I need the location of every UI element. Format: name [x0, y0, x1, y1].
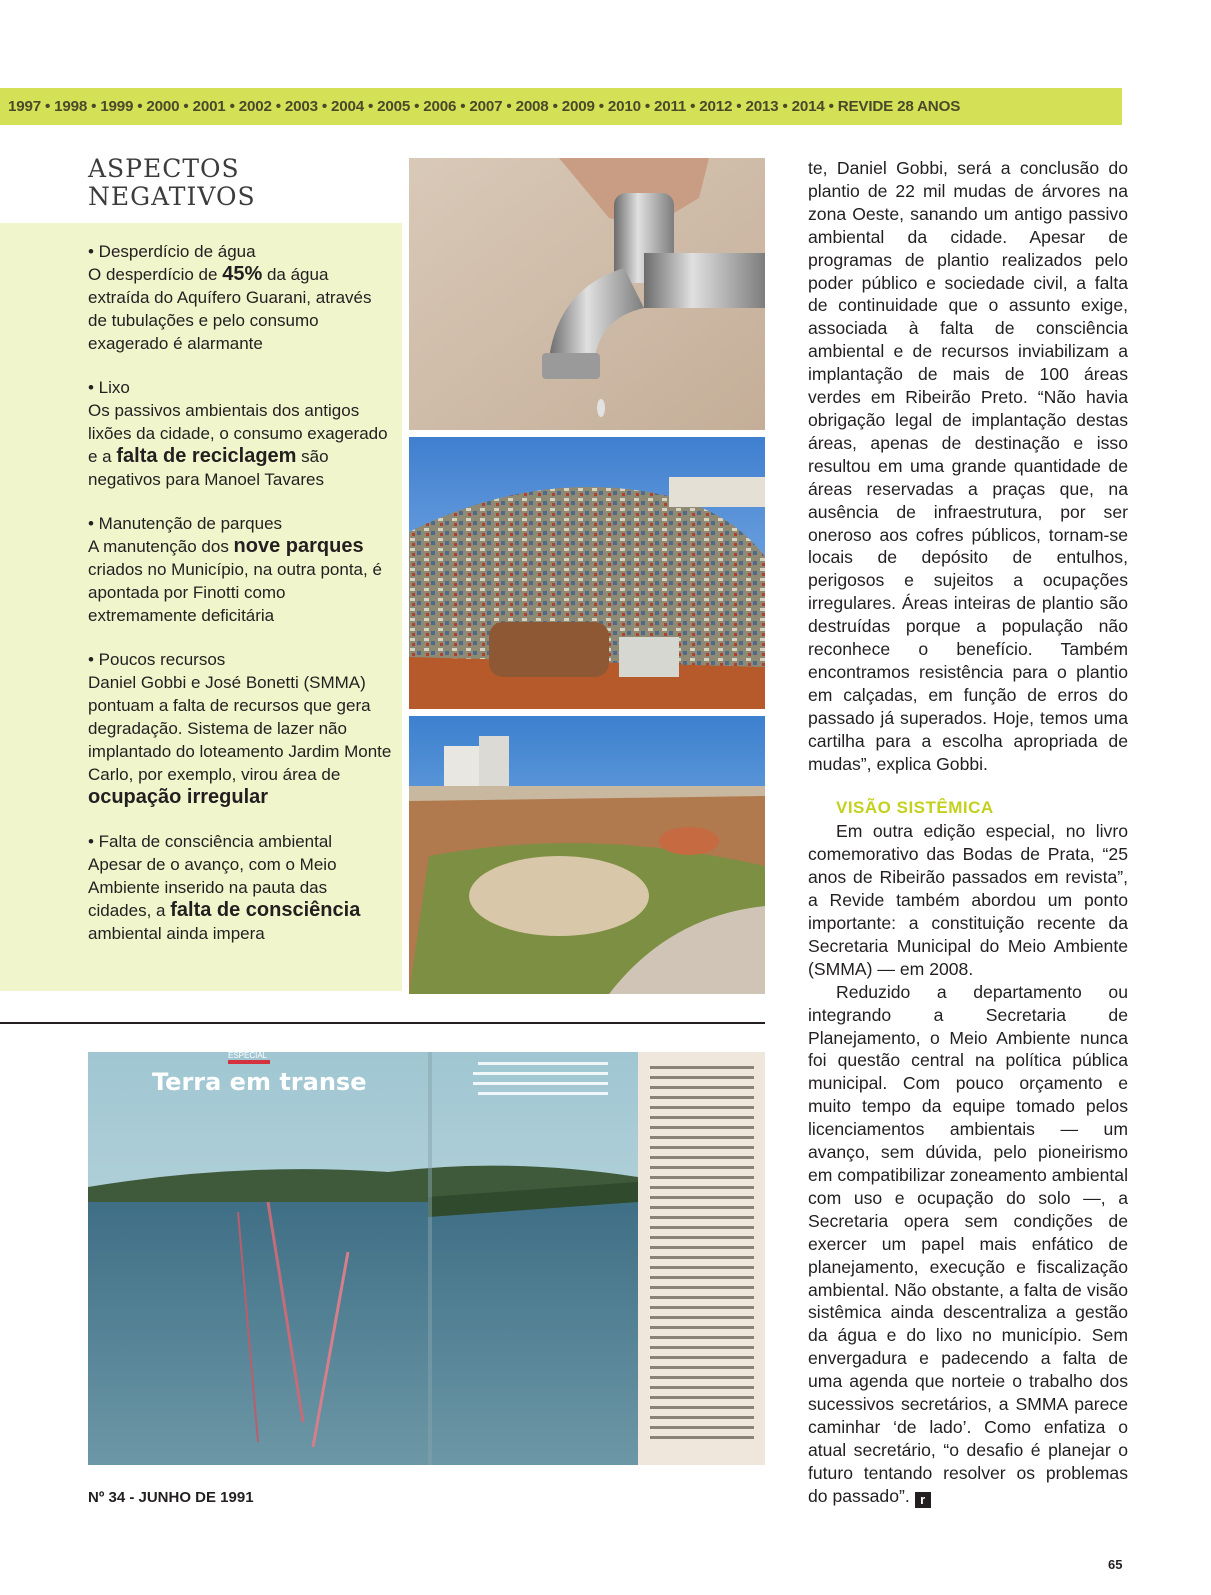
park-photo	[409, 716, 765, 994]
negative-item-highlight: ocupação irregular	[88, 786, 269, 808]
divider-rule	[0, 1022, 765, 1024]
magazine-caption: Nº 34 - JUNHO DE 1991	[88, 1489, 254, 1506]
section-title	[88, 155, 388, 211]
negatives-list	[88, 240, 393, 966]
negative-item-head: • Desperdício de água	[88, 242, 256, 261]
negative-item-text: Os passivos ambientais dos antigos lixões da cidade, o consumo exagerado e a	[88, 401, 388, 466]
negative-item-text: são negativos para Manoel Tavares	[88, 447, 329, 489]
negative-item-highlight: falta de reciclagem	[116, 445, 297, 467]
negative-item-head: • Poucos recursos	[88, 650, 226, 669]
negative-item	[88, 648, 393, 809]
article-text: Reduzido a departamento ou integrando a Secretaria de Planejamento, o Meio Ambiente nunca foi questão central na política pública municipal. Com pouco orçamento e muito tempo da equipe tomado pelos licenciamentos ambientais — um avanço, sem dúvida, pelo pioneirismo em compatibilizar zoneamento ambiental com uso e ocupação do solo —, a Secretaria opera sem condições de exercer um papel mais enfático de planejamento, execução e fiscalização ambiental. Não obstante, a falta de visão sistêmica ainda descentraliza a gestão da água e do lixo no município. Sem envergadura e padecendo a falta de uma agenda que norteie o trabalho dos sucessivos secretários, a SMMA parece caminhar ‘de lado’. Como enfatiza o atual secretário, “o desafio é planejar o futuro tentando resolver os problemas do passado”.	[808, 981, 1128, 1506]
article-paragraph	[808, 981, 1128, 1508]
negative-item-highlight: falta de consciência	[170, 899, 361, 921]
landfill-photo	[409, 437, 765, 709]
negative-item	[88, 512, 393, 627]
negative-item-highlight: nove parques	[233, 535, 364, 557]
page-number: 65	[1108, 1557, 1123, 1572]
faucet-photo	[409, 158, 765, 430]
negative-item-highlight: 45%	[222, 263, 263, 285]
article-paragraph: Em outra edição especial, no livro comemorativo das Bodas de Prata, “25 anos de Ribeirão passados em revista”, a Revide também abordou um ponto importante: a constituição recente da Secretaria Municipal do Meio Ambiente (SMMA) — em 2008.	[808, 821, 1128, 979]
negative-item	[88, 240, 393, 355]
end-mark-icon: r	[915, 1492, 931, 1508]
magazine-tag: ESPECIAL	[228, 1052, 268, 1060]
negative-item-text: A manutenção dos	[88, 537, 234, 556]
negative-item-text: O desperdício de	[88, 265, 223, 284]
negative-item-text: Daniel Gobbi e José Bonetti (SMMA) pontuam a falta de recursos que gera degradação. Sistema de lazer não implantado do loteamento Jardim Monte Carlo, por exemplo, virou área de	[88, 673, 392, 784]
section-title-line1: ASPECTOS	[88, 154, 240, 183]
section-title-line2: NEGATIVOS	[88, 182, 256, 211]
article-column	[808, 157, 1128, 1508]
negative-item	[88, 376, 393, 491]
timeline-bar: 1997 • 1998 • 1999 • 2000 • 2001 • 2002 • 2003 • 2004 • 2005 • 2006 • 2007 • 2008 • 2009 • 2010 • 2011 • 2012 • 2013 • 2014 • REVIDE 28 ANOS	[0, 88, 1122, 125]
negative-item-text: criados no Município, na outra ponta, é apontada por Finotti como extremamente deficitária	[88, 560, 382, 625]
negative-item-head: • Lixo	[88, 378, 130, 397]
article-paragraph: te, Daniel Gobbi, será a conclusão do plantio de 22 mil mudas de árvores na zona Oeste, sanando um antigo passivo ambiental da cidade. Apesar de programas de plantio realizados pelo poder público e sociedade civil, a falta de continuidade que o assunto exige, associada à falta de consciência ambiental e de recursos inviabilizam a implantação de mais de 100 áreas verdes em Ribeirão Preto. “Não havia obrigação legal de implantação destas áreas, apenas de destinação e isso resultou em uma grande quantidade de áreas reservadas a praças que, na ausência de infraestrutura, por ser oneroso aos cofres públicos, tornam-se locais de depósito de entulhos, perigosos e sujeitos a ocupações irregulares. Áreas inteiras de plantio são destruídas porque a população não reconhece o benefício. Também encontramos resistência para o plantio em calçadas, em função de erros do passado já superados. Hoje, temos uma cartilha para a escolha apropriada de mudas”, explica Gobbi.	[808, 158, 1128, 774]
negative-item-text: ambiental ainda impera	[88, 924, 265, 943]
negative-item-text: Apesar de o avanço, com o Meio Ambiente inserido na pauta das cidades, a	[88, 855, 337, 920]
negative-item-head: • Manutenção de parques	[88, 514, 283, 533]
article-subhead: VISÃO SISTÊMICA	[836, 798, 994, 818]
negative-item-head: • Falta de consciência ambiental	[88, 832, 333, 851]
negative-item-text: da água extraída do Aquífero Guarani, através de tubulações e pelo consumo exagerado é alarmante	[88, 265, 372, 353]
negative-item	[88, 830, 393, 945]
magazine-spread	[88, 1052, 765, 1465]
magazine-title: Terra em transe	[152, 1068, 367, 1096]
